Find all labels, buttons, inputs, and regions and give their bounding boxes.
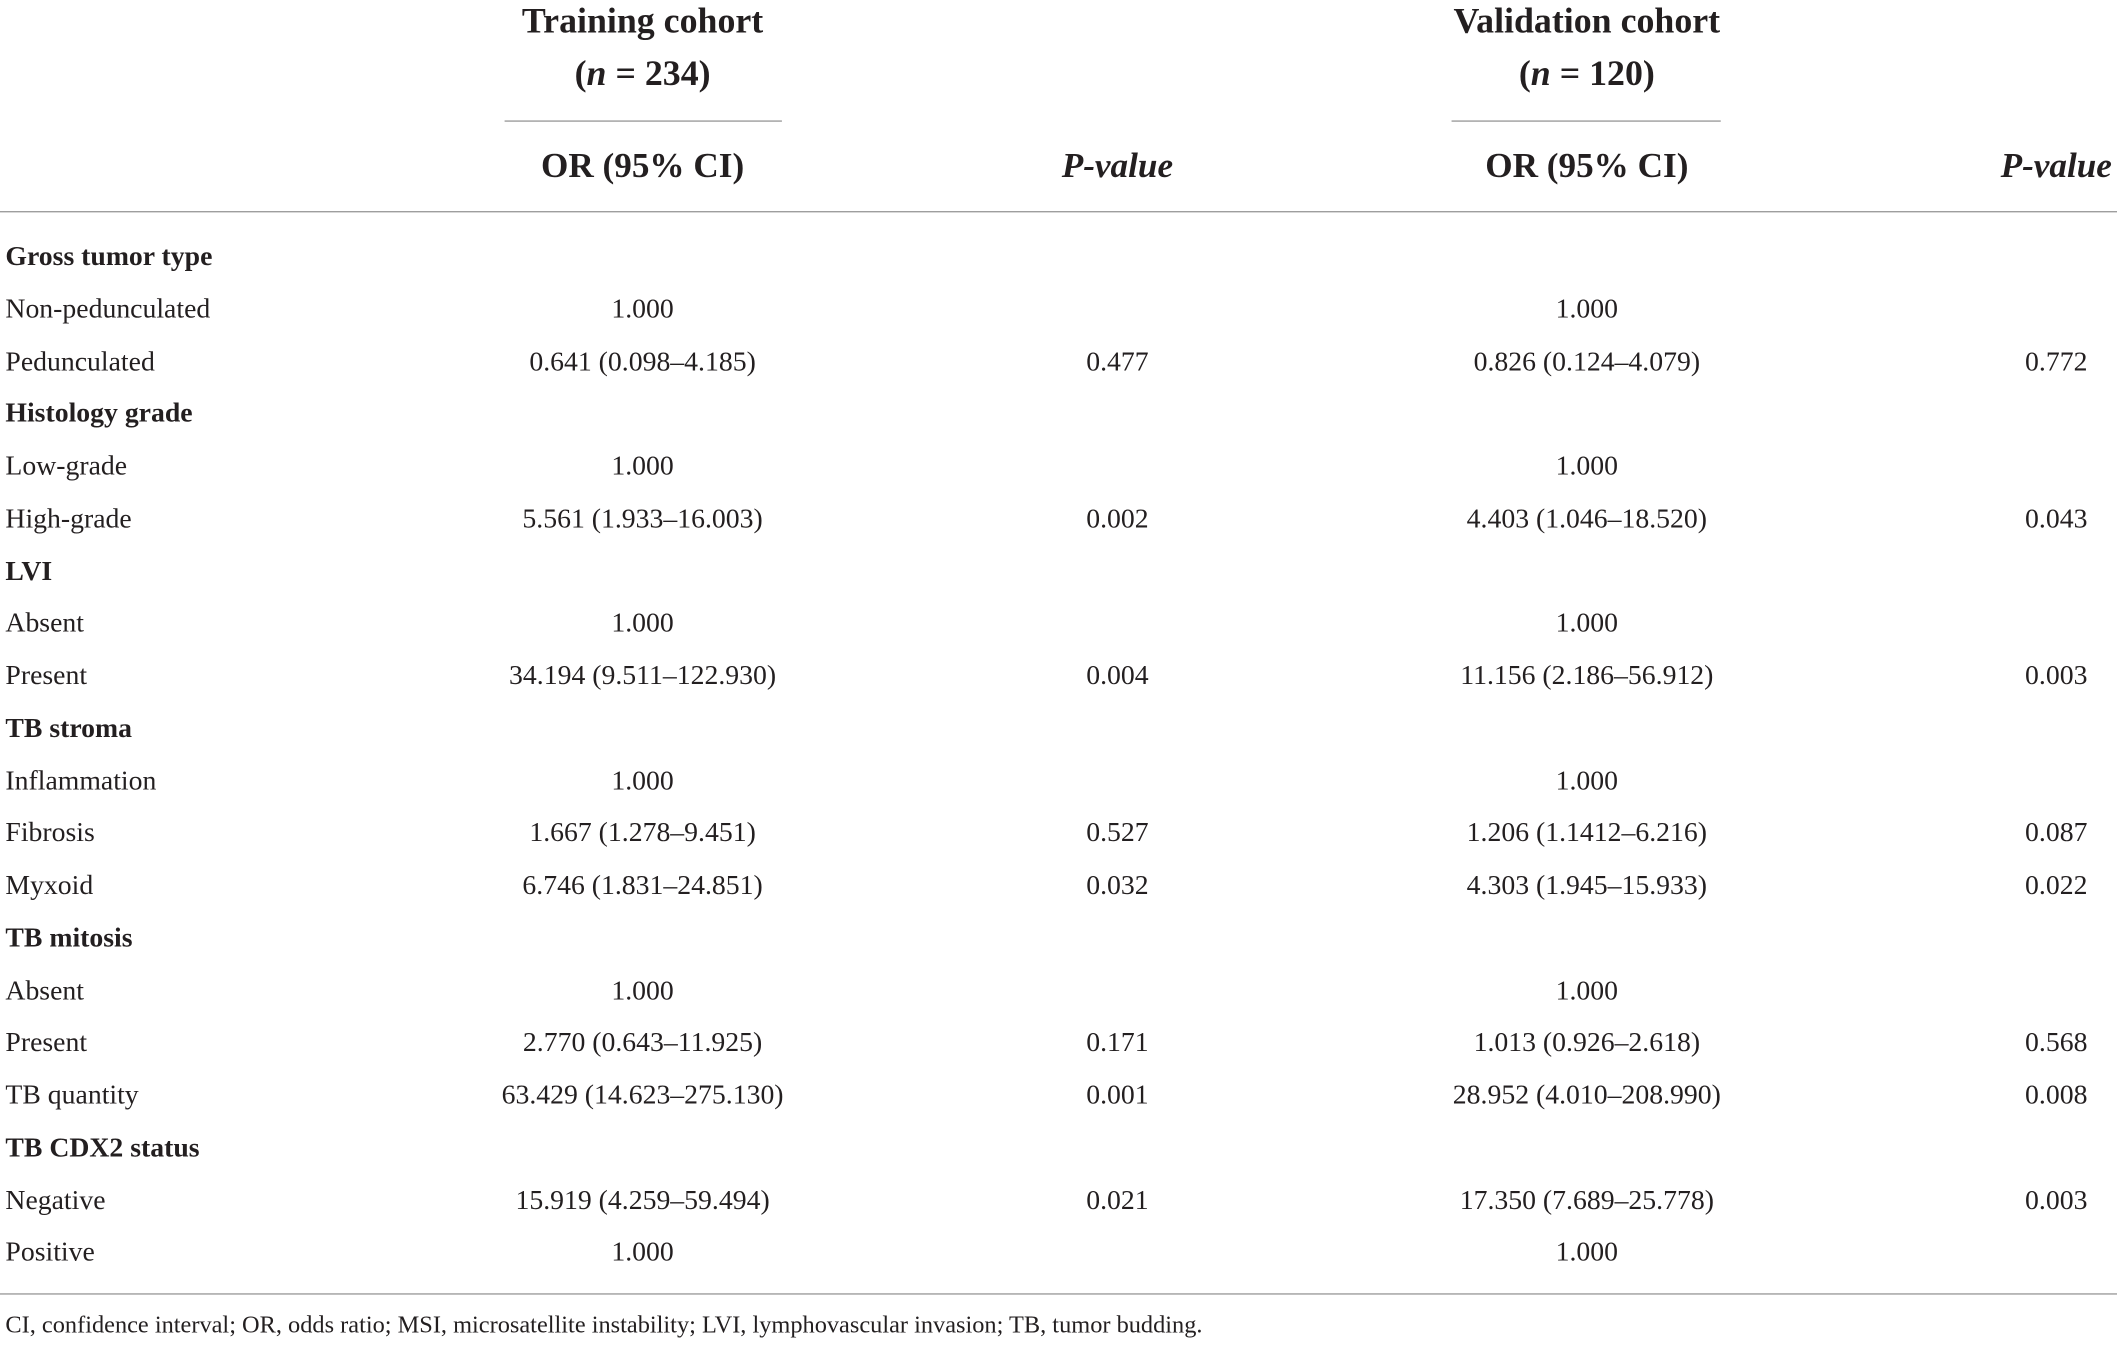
row-label: Positive (5, 1237, 95, 1268)
validation-or-cell: 1.000 (1555, 975, 1619, 1006)
training-or-cell: 1.000 (611, 975, 674, 1006)
training-or-cell: 1.667 (1.278–9.451) (529, 818, 756, 849)
validation-or-cell: 17.350 (7.689–25.778) (1459, 1185, 1714, 1216)
row-label: Pedunculated (5, 346, 155, 377)
row-label: Absent (5, 975, 84, 1006)
training-or-cell: 1.000 (611, 766, 674, 796)
row-label: Non-pedunculated (5, 294, 211, 324)
row-label: Myxoid (5, 870, 94, 901)
training-or-cell: 1.000 (611, 608, 674, 639)
section-heading: TB mitosis (5, 923, 133, 954)
section-heading: Histology grade (5, 399, 193, 429)
row-label: Inflammation (5, 766, 157, 796)
training-p-cell: 0.032 (1086, 870, 1149, 901)
training-or-cell: 5.561 (1.933–16.003) (522, 503, 763, 534)
validation-or-cell: 1.206 (1.1412–6.216) (1466, 818, 1708, 849)
row-label: Present (5, 661, 88, 691)
validation-or-cell: 0.826 (0.124–4.079) (1473, 346, 1701, 377)
section-heading: TB CDX2 status (5, 1132, 200, 1163)
validation-p-cell: 0.043 (2025, 503, 2088, 534)
training-p-cell: 0.021 (1086, 1185, 1149, 1216)
table-bottom-rule (0, 1293, 2117, 1294)
validation-cohort-n: (n = 120) (1518, 52, 1655, 94)
validation-or-cell: 1.013 (0.926–2.618) (1473, 1028, 1701, 1058)
training-spanner-rule (505, 120, 782, 121)
row-label: Absent (5, 608, 84, 639)
validation-p-header: P-value (2000, 146, 2112, 186)
validation-or-cell: 28.952 (4.010–208.990) (1452, 1080, 1721, 1111)
validation-or-cell: 1.000 (1555, 766, 1619, 796)
row-label: TB quantity (5, 1080, 139, 1111)
header-bottom-rule (0, 211, 2117, 212)
validation-or-cell: 1.000 (1555, 294, 1619, 324)
section-heading: TB stroma (5, 713, 133, 744)
table-footnote: CI, confidence interval; OR, odds ratio; MSI, microsatellite instability; LVI, lymphovascular invasion; TB, tumor budding. (5, 1310, 1203, 1338)
row-label: Negative (5, 1185, 106, 1216)
validation-or-header: OR (95% CI) (1485, 146, 1689, 186)
section-heading: Gross tumor type (5, 241, 213, 272)
validation-p-cell: 0.568 (2025, 1028, 2088, 1058)
validation-p-cell: 0.003 (2025, 661, 2088, 691)
validation-p-cell: 0.022 (2025, 870, 2088, 901)
validation-cohort-title: Validation cohort (1453, 0, 1721, 41)
training-p-cell: 0.527 (1086, 818, 1149, 849)
training-or-cell: 15.919 (4.259–59.494) (515, 1185, 770, 1216)
training-p-cell: 0.171 (1086, 1028, 1149, 1058)
validation-or-cell: 4.403 (1.046–18.520) (1466, 503, 1708, 534)
training-or-header: OR (95% CI) (540, 146, 745, 186)
validation-p-cell: 0.003 (2025, 1185, 2088, 1216)
row-label: Present (5, 1028, 88, 1058)
validation-spanner-rule (1452, 120, 1721, 121)
training-p-header: P-value (1061, 146, 1174, 186)
training-cohort-n: (n = 234) (574, 52, 711, 94)
validation-or-cell: 1.000 (1555, 451, 1619, 482)
training-p-cell: 0.001 (1086, 1080, 1149, 1111)
validation-p-cell: 0.772 (2025, 346, 2088, 377)
row-label: Low-grade (5, 451, 128, 482)
training-p-cell: 0.002 (1086, 503, 1149, 534)
validation-p-cell: 0.087 (2025, 818, 2088, 849)
training-or-cell: 6.746 (1.831–24.851) (522, 870, 763, 901)
training-or-cell: 0.641 (0.098–4.185) (529, 346, 756, 377)
training-or-cell: 2.770 (0.643–11.925) (522, 1028, 763, 1058)
training-or-cell: 1.000 (611, 451, 674, 482)
training-or-cell: 1.000 (611, 1237, 674, 1268)
training-cohort-title: Training cohort (521, 0, 764, 41)
training-p-cell: 0.004 (1086, 661, 1149, 691)
training-or-cell: 1.000 (611, 294, 674, 324)
training-p-cell: 0.477 (1086, 346, 1149, 377)
training-or-cell: 63.429 (14.623–275.130) (501, 1080, 784, 1111)
training-or-cell: 34.194 (9.511–122.930) (509, 661, 777, 691)
section-heading: LVI (5, 556, 53, 587)
validation-or-cell: 11.156 (2.186–56.912) (1460, 661, 1714, 691)
validation-or-cell: 1.000 (1555, 1237, 1619, 1268)
validation-or-cell: 4.303 (1.945–15.933) (1466, 870, 1708, 901)
validation-p-cell: 0.008 (2025, 1080, 2088, 1111)
row-label: Fibrosis (5, 818, 95, 849)
row-label: High-grade (5, 503, 132, 534)
validation-or-cell: 1.000 (1555, 608, 1619, 639)
